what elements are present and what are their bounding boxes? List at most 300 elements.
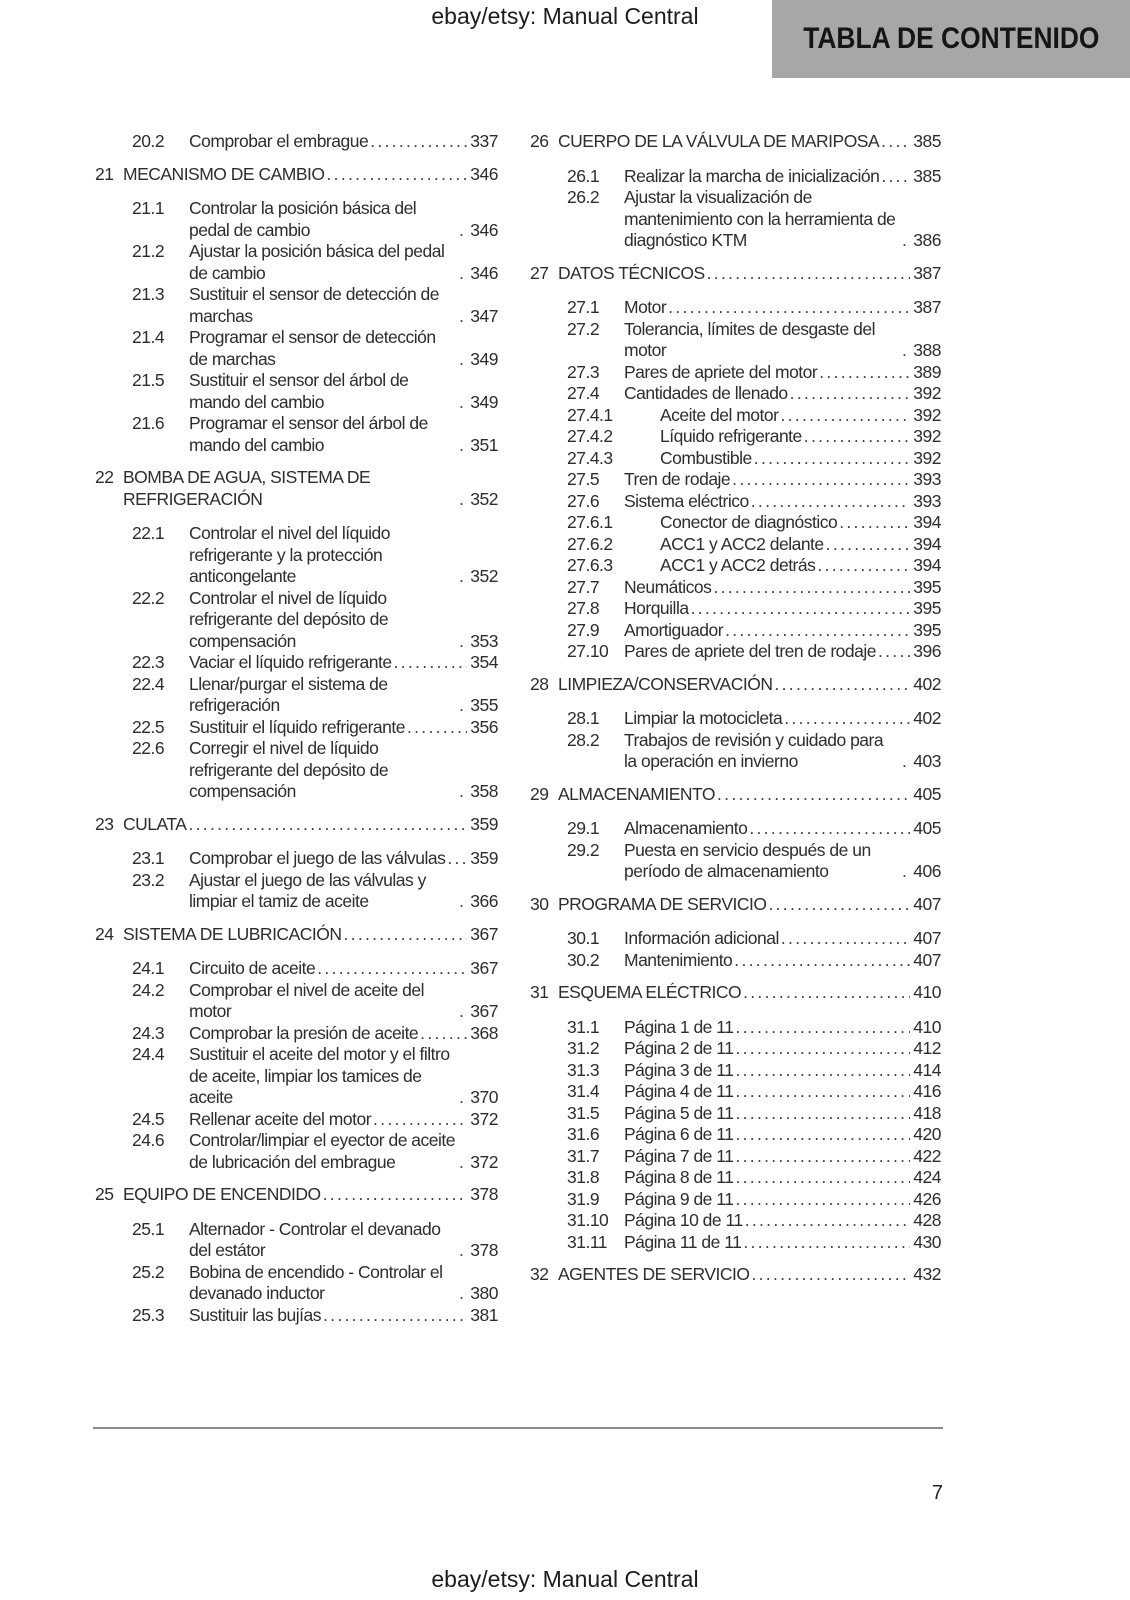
- dot-leader: [749, 818, 910, 840]
- toc-entry-number: 22.3: [132, 652, 165, 672]
- toc-entry-number: 21.4: [132, 327, 165, 347]
- toc-entry-page: 385: [913, 131, 941, 151]
- dot-leader: [751, 1264, 910, 1286]
- dot-leader: [826, 534, 910, 556]
- toc-entry-body: [189, 1109, 498, 1131]
- toc-entry-body: [123, 814, 498, 836]
- toc-entry: [95, 1184, 498, 1206]
- dot-leader: [735, 1146, 910, 1168]
- toc-entry-body: [624, 1060, 941, 1082]
- toc-entry-title: Llenar/purgar el sistema de refrigeración: [189, 673, 388, 715]
- toc-entry-title: Página 3 de 11: [624, 1059, 734, 1080]
- dot-leader: [447, 848, 467, 870]
- toc-entry-page: 356: [470, 716, 498, 737]
- toc-entry: [530, 534, 941, 556]
- toc-entry-body: [558, 982, 941, 1004]
- toc-entry-title: Sustituir las bujías: [189, 1304, 322, 1325]
- dot-leader: [774, 674, 910, 696]
- toc-entry-page: 394: [913, 555, 941, 575]
- dot-leader: [735, 1189, 910, 1211]
- toc-entry: [95, 848, 498, 870]
- toc-entry-page: 392: [913, 426, 941, 446]
- toc-entry-page: 412: [913, 1038, 941, 1058]
- toc-entry-body: [558, 674, 941, 696]
- toc-entry-page: 394: [913, 533, 941, 554]
- toc-entry-body: [624, 1232, 941, 1254]
- toc-entry-title: Página 7 de 11: [624, 1145, 734, 1166]
- toc-entry-page: 352: [470, 488, 498, 509]
- dot-leader: [819, 362, 910, 384]
- toc-entry-body: [660, 555, 941, 577]
- toc-entry-page: 405: [913, 783, 941, 804]
- toc-entry-number: 27.8: [567, 598, 600, 618]
- toc-entry-number: 27.7: [567, 576, 600, 597]
- toc-entry-body: [189, 980, 498, 1023]
- toc-entry-number: 31.1: [567, 1016, 600, 1037]
- toc-entry-body: [189, 413, 498, 456]
- toc-entry-body: [624, 577, 941, 599]
- toc-entry-body: [624, 362, 941, 384]
- toc-entry: [95, 1262, 498, 1305]
- toc-entry: [530, 1210, 941, 1232]
- toc-entry: [530, 1038, 941, 1060]
- toc-entry-number: 21: [95, 163, 114, 184]
- toc-entry-body: [558, 263, 941, 285]
- toc-entry-title: Mantenimiento: [624, 949, 733, 970]
- dot-leader: [188, 814, 467, 836]
- toc-entry: [530, 263, 941, 285]
- toc-entry: [530, 297, 941, 319]
- toc-entry-title: Sistema eléctrico: [624, 490, 749, 511]
- toc-entry-body: [624, 1038, 941, 1060]
- toc-entry-title: BOMBA DE AGUA, SISTEMA DE REFRIGERACIÓN: [123, 467, 371, 509]
- toc-entry-body: [624, 187, 941, 252]
- dot-leader: [735, 1060, 910, 1082]
- dot-leader: [734, 950, 910, 972]
- toc-entry: [530, 383, 941, 405]
- toc-entry-number: 26.1: [567, 165, 600, 186]
- toc-entry-title: Ajustar el juego de las válvulas y limpiar el tamiz de aceite: [189, 869, 426, 911]
- toc-entry: [530, 187, 941, 252]
- toc-entry: [530, 166, 941, 188]
- toc-entry: [95, 738, 498, 803]
- dot-leader: [735, 1124, 910, 1146]
- toc-entry-page: 426: [913, 1188, 941, 1209]
- toc-entry-page: 418: [913, 1102, 941, 1123]
- toc-entry-body: [660, 512, 941, 534]
- toc-entry-body: [624, 818, 941, 840]
- toc-entry-number: 31.8: [567, 1167, 600, 1187]
- dot-leader: [420, 1023, 467, 1045]
- toc-entry-title: CULATA: [123, 813, 187, 834]
- toc-entry: [530, 1189, 941, 1211]
- toc-entry-page: 407: [913, 949, 941, 970]
- toc-entry-page: 378: [470, 1184, 498, 1204]
- toc-entry: [530, 708, 941, 730]
- toc-entry-title: Tren de rodaje: [624, 469, 731, 489]
- toc-entry-page: 402: [913, 708, 941, 728]
- toc-entry-number: 20.2: [132, 131, 165, 151]
- toc-entry-body: [189, 717, 498, 739]
- toc-entry-body: [624, 1103, 941, 1125]
- toc-entry-page: 349: [470, 348, 498, 369]
- dot-leader: [668, 297, 910, 319]
- footer-doc-label: ebay/etsy: Manual Central: [431, 1566, 699, 1592]
- toc-entry: [530, 1060, 941, 1082]
- toc-entry: [530, 620, 941, 642]
- toc-entry-title: Combustible: [660, 447, 752, 468]
- dot-leader: [717, 784, 910, 806]
- toc-entry-number: 27.9: [567, 619, 600, 640]
- toc-entry: [530, 1103, 941, 1125]
- toc-entry-body: [189, 1262, 498, 1305]
- toc-entry-number: 25.3: [132, 1304, 165, 1325]
- page-title-box: [772, 0, 1130, 78]
- toc-entry-title: LIMPIEZA/CONSERVACIÓN: [558, 673, 773, 694]
- toc-entry-page: 410: [913, 982, 941, 1002]
- toc-entry-page: 407: [913, 893, 941, 914]
- toc-entry-body: [660, 448, 941, 470]
- dot-leader: [394, 652, 467, 674]
- toc-entry-number: 31.9: [567, 1188, 600, 1209]
- dot-leader: [327, 164, 468, 186]
- toc-entry-number: 31.6: [567, 1124, 600, 1144]
- toc-entry-number: 30: [530, 893, 549, 914]
- toc-entry-page: 389: [913, 361, 941, 382]
- dot-leader: [373, 1109, 467, 1131]
- toc-entry-body: [558, 131, 941, 153]
- toc-entry: [95, 1305, 498, 1327]
- toc-entry-title: AGENTES DE SERVICIO: [558, 1264, 750, 1284]
- toc-entry-body: [624, 1124, 941, 1146]
- toc-entry-number: 24.3: [132, 1022, 165, 1043]
- toc-entry-body: [624, 708, 941, 730]
- toc-entry-title: Comprobar el juego de las válvulas: [189, 848, 446, 868]
- toc-entry-title: Programar el sensor de detección de marchas: [189, 327, 436, 369]
- toc-entry-body: [123, 1184, 498, 1206]
- toc-entry-page: 381: [470, 1304, 498, 1325]
- toc-entry-number: 21.1: [132, 198, 165, 218]
- toc-entry-number: 27.6.1: [567, 512, 613, 532]
- toc-entry-number: 31.10: [567, 1210, 609, 1230]
- toc-entry-number: 28: [530, 673, 549, 694]
- toc-entry: [95, 588, 498, 653]
- toc-entry-title: Página 5 de 11: [624, 1102, 734, 1123]
- toc-entry-number: 30.1: [567, 928, 600, 948]
- toc-entry-title: Cantidades de llenado: [624, 383, 788, 403]
- dot-leader: [459, 1240, 467, 1262]
- dot-leader: [459, 631, 467, 653]
- toc-entry: [530, 784, 941, 806]
- toc-entry-body: [660, 534, 941, 556]
- toc-entry-number: 27.6.2: [567, 533, 613, 554]
- toc-entry-title: Motor: [624, 297, 667, 317]
- dot-leader: [317, 958, 467, 980]
- toc-entry-body: [624, 1210, 941, 1232]
- toc-entry-title: Controlar/limpiar el eyector de aceite de lubricación del embrague: [189, 1130, 455, 1172]
- toc-entry: [95, 1130, 498, 1173]
- dot-leader: [743, 982, 910, 1004]
- toc-entry-body: [189, 588, 498, 653]
- toc-entry-title: Página 4 de 11: [624, 1081, 734, 1101]
- toc-entry-page: 352: [470, 566, 498, 586]
- toc-entry-number: 31.2: [567, 1038, 600, 1058]
- toc-entry-title: Corregir el nivel de líquido refrigerante del depósito de compensación: [189, 738, 389, 801]
- toc-entry-body: [624, 1146, 941, 1168]
- toc-entry: [530, 730, 941, 773]
- footer-rule: [93, 1427, 943, 1429]
- toc-entry-number: 27.10: [567, 641, 609, 661]
- toc-entry-title: Página 6 de 11: [624, 1124, 734, 1144]
- toc-entry-title: EQUIPO DE ENCENDIDO: [123, 1184, 321, 1204]
- dot-leader: [459, 891, 467, 913]
- toc-entry: [95, 164, 498, 186]
- toc-entry-body: [189, 1219, 498, 1262]
- toc-entry-number: 30.2: [567, 949, 600, 970]
- dot-leader: [459, 1001, 467, 1023]
- toc-entry-body: [624, 469, 941, 491]
- dot-leader: [839, 512, 910, 534]
- dot-leader: [459, 695, 467, 717]
- toc-entry-page: 416: [913, 1081, 941, 1101]
- toc-entry-page: 354: [470, 652, 498, 672]
- toc-entry-page: 403: [913, 751, 941, 771]
- toc-entry-page: 359: [470, 848, 498, 868]
- toc-entry-body: [189, 674, 498, 717]
- toc-entry-title: Aceite del motor: [660, 404, 779, 425]
- toc-entry-title: Alternador - Controlar el devanado del estátor: [189, 1218, 441, 1260]
- toc-entry-number: 25.1: [132, 1218, 165, 1239]
- toc-entry-page: 378: [470, 1240, 498, 1260]
- toc-entry-page: 407: [913, 928, 941, 948]
- dot-leader: [725, 620, 910, 642]
- toc-entry-body: [189, 131, 498, 153]
- toc-entry-number: 22.4: [132, 673, 165, 694]
- toc-entry-title: ACC1 y ACC2 delante: [660, 533, 824, 554]
- toc-entry: [530, 928, 941, 950]
- toc-entry-body: [123, 924, 498, 946]
- toc-entry-body: [624, 598, 941, 620]
- dot-leader: [459, 566, 467, 588]
- toc-entry-body: [660, 405, 941, 427]
- toc-entry-title: Controlar la posición básica del pedal de cambio: [189, 198, 417, 240]
- toc-entry: [530, 405, 941, 427]
- toc-entry-number: 25: [95, 1184, 114, 1204]
- toc-entry-title: Programar el sensor del árbol de mando del cambio: [189, 413, 428, 455]
- toc-entry: [530, 674, 941, 696]
- toc-entry-body: [189, 870, 498, 913]
- toc-entry-body: [123, 164, 498, 186]
- toc-entry-number: 27.4: [567, 383, 600, 403]
- toc-column-left: [95, 131, 498, 1326]
- toc-entry-number: 29: [530, 783, 549, 804]
- dot-leader: [780, 405, 910, 427]
- toc-entry-body: [189, 652, 498, 674]
- toc-entry-title: Página 2 de 11: [624, 1038, 734, 1058]
- toc-entry: [530, 598, 941, 620]
- toc-entry-page: 367: [470, 958, 498, 978]
- toc-entry: [95, 980, 498, 1023]
- toc-entry-title: Comprobar el embrague: [189, 131, 369, 151]
- toc-entry: [530, 1124, 941, 1146]
- toc-entry-number: 24.6: [132, 1130, 165, 1150]
- toc-entry-title: Ajustar la visualización de mantenimiento con la herramienta de diagnóstico KTM: [624, 187, 896, 250]
- toc-entry-title: Pares de apriete del tren de rodaje: [624, 641, 876, 661]
- toc-columns: [95, 131, 943, 1326]
- toc-entry-body: [624, 491, 941, 513]
- dot-leader: [735, 1103, 910, 1125]
- toc-entry-title: Neumáticos: [624, 576, 712, 597]
- toc-entry-title: Página 10 de 11: [624, 1210, 743, 1230]
- toc-entry-body: [624, 620, 941, 642]
- toc-entry-page: 395: [913, 576, 941, 597]
- dot-leader: [754, 448, 910, 470]
- toc-entry-number: 27.4.3: [567, 447, 613, 468]
- toc-entry-number: 27.6.3: [567, 555, 613, 575]
- toc-entry-number: 29.2: [567, 839, 600, 860]
- toc-entry: [95, 814, 498, 836]
- toc-entry-page: 355: [470, 695, 498, 715]
- toc-entry-title: SISTEMA DE LUBRICACIÓN: [123, 923, 342, 944]
- toc-entry-number: 31.7: [567, 1145, 600, 1166]
- dot-leader: [459, 435, 467, 457]
- dot-leader: [344, 924, 468, 946]
- toc-entry-number: 27.4.2: [567, 426, 613, 446]
- toc-entry: [95, 1109, 498, 1131]
- toc-entry-number: 27.4.1: [567, 404, 613, 425]
- toc-entry: [530, 362, 941, 384]
- toc-entry-title: Ajustar la posición básica del pedal de cambio: [189, 241, 445, 283]
- toc-entry-page: 422: [913, 1145, 941, 1166]
- header-doc-label: ebay/etsy: Manual Central: [431, 3, 699, 29]
- toc-entry: [530, 950, 941, 972]
- page-title: TABLA DE CONTENIDO: [802, 22, 1100, 55]
- toc-entry: [95, 131, 498, 153]
- toc-entry-title: Circuito de aceite: [189, 958, 316, 978]
- toc-entry: [95, 1023, 498, 1045]
- toc-entry-number: 24.2: [132, 979, 165, 1000]
- dot-leader: [881, 166, 910, 188]
- toc-entry-page: 367: [470, 1001, 498, 1021]
- toc-entry: [95, 327, 498, 370]
- toc-entry-body: [624, 641, 941, 663]
- toc-entry-number: 31.4: [567, 1081, 600, 1101]
- toc-entry-page: 395: [913, 598, 941, 618]
- toc-entry-title: Trabajos de revisión y cuidado para la operación en invierno: [624, 729, 884, 771]
- dot-leader: [707, 263, 910, 285]
- dot-leader: [459, 349, 467, 371]
- dot-leader: [735, 1017, 910, 1039]
- toc-entry-title: Controlar el nivel de líquido refrigerante del depósito de compensación: [189, 587, 389, 651]
- toc-entry-number: 22.5: [132, 716, 165, 737]
- dot-leader: [459, 1152, 467, 1174]
- toc-entry: [530, 818, 941, 840]
- toc-entry-body: [189, 327, 498, 370]
- toc-entry-body: [189, 241, 498, 284]
- toc-entry: [530, 448, 941, 470]
- toc-entry-title: Pares de apriete del motor: [624, 361, 818, 382]
- dot-leader: [407, 717, 467, 739]
- toc-entry: [530, 469, 941, 491]
- toc-entry-number: 26.2: [567, 187, 600, 207]
- toc-entry-number: 27.5: [567, 469, 600, 489]
- toc-entry: [530, 840, 941, 883]
- toc-entry-title: PROGRAMA DE SERVICIO: [558, 893, 767, 914]
- toc-entry-title: Controlar el nivel del líquido refrigerante y la protección anticongelante: [189, 523, 390, 586]
- toc-entry-body: [624, 730, 941, 773]
- dot-leader: [784, 708, 910, 730]
- toc-entry-number: 24: [95, 923, 114, 944]
- toc-entry-body: [189, 738, 498, 803]
- toc-entry-number: 31.3: [567, 1059, 600, 1080]
- toc-entry-title: Conector de diagnóstico: [660, 512, 838, 532]
- toc-entry-number: 22.2: [132, 587, 165, 608]
- toc-entry-body: [624, 928, 941, 950]
- toc-entry-number: 21.3: [132, 284, 165, 304]
- toc-entry-body: [624, 1189, 941, 1211]
- toc-entry: [95, 924, 498, 946]
- toc-entry: [530, 512, 941, 534]
- toc-entry-page: 337: [470, 131, 498, 151]
- toc-entry-page: 420: [913, 1124, 941, 1144]
- toc-entry-page: 351: [470, 434, 498, 455]
- toc-entry: [530, 1017, 941, 1039]
- toc-entry-number: 31.5: [567, 1102, 600, 1123]
- toc-entry-body: [660, 426, 941, 448]
- toc-entry-title: Sustituir el sensor de detección de marchas: [189, 284, 440, 326]
- dot-leader: [902, 340, 910, 362]
- toc-entry-number: 27.1: [567, 297, 600, 317]
- toc-entry: [530, 1232, 941, 1254]
- toc-entry-body: [189, 370, 498, 413]
- toc-entry-page: 372: [470, 1108, 498, 1129]
- toc-entry-page: 370: [470, 1087, 498, 1107]
- toc-entry-title: ACC1 y ACC2 detrás: [660, 555, 816, 575]
- toc-entry-body: [624, 1167, 941, 1189]
- toc-entry: [530, 577, 941, 599]
- dot-leader: [817, 555, 910, 577]
- toc-entry-title: Sustituir el líquido refrigerante: [189, 716, 405, 737]
- toc-entry-body: [189, 198, 498, 241]
- toc-entry-page: 366: [470, 891, 498, 911]
- dot-leader: [781, 928, 910, 950]
- dot-leader: [881, 131, 910, 153]
- toc-entry-page: 349: [470, 391, 498, 412]
- toc-entry-page: 395: [913, 619, 941, 640]
- toc-entry-body: [624, 1017, 941, 1039]
- toc-column-right: [530, 131, 941, 1326]
- toc-entry: [530, 982, 941, 1004]
- toc-entry-body: [624, 319, 941, 362]
- toc-entry-page: 432: [913, 1264, 941, 1284]
- toc-entry-title: DATOS TÉCNICOS: [558, 262, 705, 283]
- dot-leader: [370, 131, 467, 153]
- toc-entry: [95, 870, 498, 913]
- toc-entry-page: 414: [913, 1059, 941, 1080]
- toc-entry-page: 380: [470, 1283, 498, 1303]
- toc-entry-page: 387: [913, 297, 941, 317]
- dot-leader: [459, 781, 467, 803]
- toc-entry-title: ALMACENAMIENTO: [558, 783, 716, 804]
- toc-entry-number: 26: [530, 131, 549, 151]
- toc-entry-title: Tolerancia, límites de desgaste del motor: [624, 318, 875, 360]
- toc-entry-title: Amortiguador: [624, 619, 724, 640]
- dot-leader: [323, 1305, 467, 1327]
- toc-entry-number: 32: [530, 1264, 549, 1284]
- toc-entry-body: [189, 1305, 498, 1327]
- dot-leader: [459, 220, 467, 242]
- toc-entry: [95, 284, 498, 327]
